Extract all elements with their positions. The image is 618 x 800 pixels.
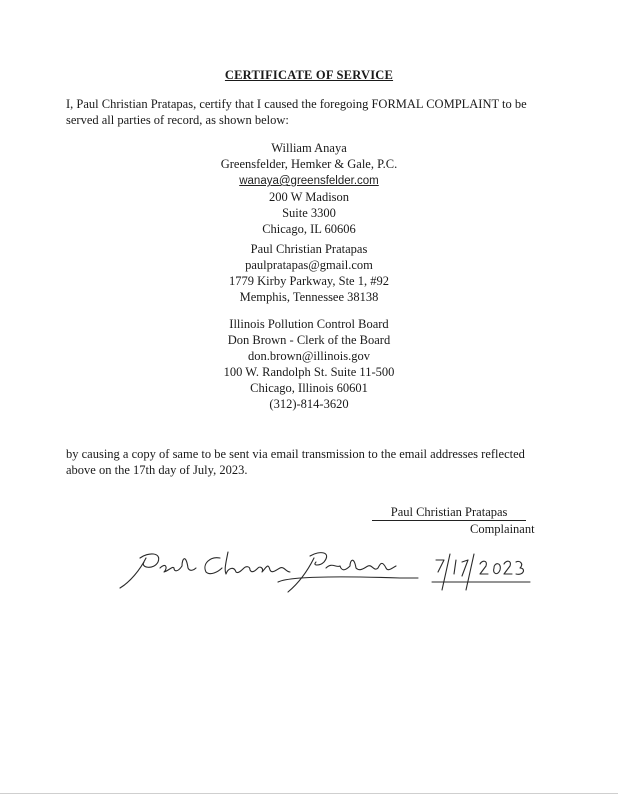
page-bottom-edge <box>0 793 618 794</box>
recipient-email-link[interactable]: wanaya@greensfelder.com <box>239 175 379 187</box>
document-title: CERTIFICATE OF SERVICE <box>224 68 394 82</box>
recipient-block-3 <box>0 316 618 412</box>
recipient-name: Paul Christian Pratapas <box>250 242 368 256</box>
recipient-contact: Don Brown - Clerk of the Board <box>227 333 391 347</box>
recipient-firm: Greensfelder, Hemker & Gale, P.C. <box>220 157 398 171</box>
recipient-city: Chicago, IL 60606 <box>262 222 356 236</box>
signer-name: Paul Christian Pratapas <box>390 505 508 519</box>
recipient-phone: (312)-814-3620 <box>269 397 349 411</box>
handwritten-signature <box>110 538 550 598</box>
recipient-city: Memphis, Tennessee 38138 <box>239 290 379 304</box>
closing-paragraph: by causing a copy of same to be sent via email transmission to the email addresses reflected above on the 17th day of July, 2023. <box>66 447 525 477</box>
recipient-name: William Anaya <box>271 141 347 155</box>
signer-name-line <box>372 505 526 521</box>
recipient-email: don.brown@illinois.gov <box>248 349 370 363</box>
recipient-address-line-1: 1779 Kirby Parkway, Ste 1, #92 <box>229 274 389 288</box>
recipient-name: Illinois Pollution Control Board <box>229 317 389 331</box>
intro-paragraph: I, Paul Christian Pratapas, certify that I caused the foregoing FORMAL COMPLAINT to be served all parties of record, as shown below: <box>66 97 527 127</box>
signer-role: Complainant <box>470 522 535 536</box>
recipient-city: Chicago, Illinois 60601 <box>250 381 368 395</box>
recipient-address-line-2: Suite 3300 <box>282 206 336 220</box>
recipient-block-1 <box>0 140 618 237</box>
recipient-email: paulpratapas@gmail.com <box>245 258 373 272</box>
recipient-address-line-1: 100 W. Randolph St. Suite 11-500 <box>223 365 395 379</box>
recipient-block-2 <box>0 241 618 305</box>
recipient-address-line-1: 200 W Madison <box>268 190 350 204</box>
